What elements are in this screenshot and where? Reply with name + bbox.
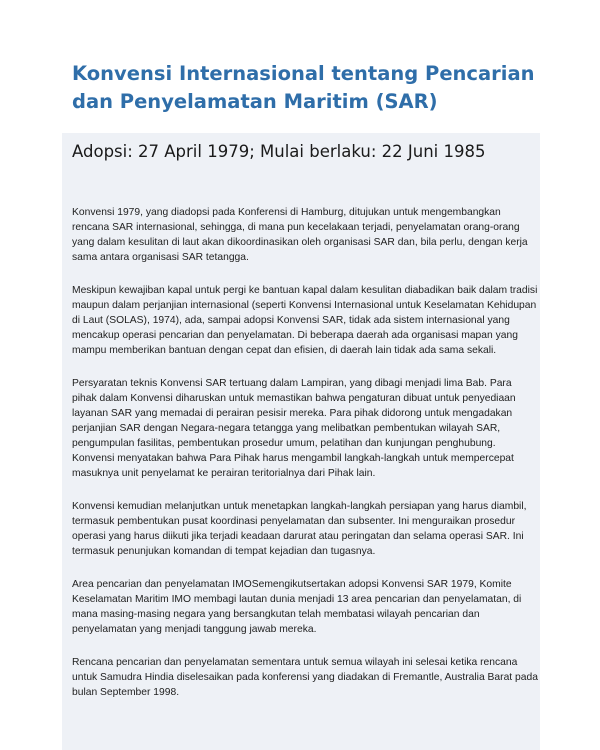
paragraph: Area pencarian dan penyelamatan IMOSemengikutsertakan adopsi Konvensi SAR 1979, Komite Keselamatan Maritim IMO membagi lautan dunia menjadi 13 area pencarian dan penyelamatan, di mana masing-masing negara yang bersangkutan telah membatasi wilayah pencarian dan penyelamatan yang menjadi tanggung jawab mereka. [72,579,522,635]
paragraph: Rencana pencarian dan penyelamatan sementara untuk semua wilayah ini selesai ketika rencana untuk Samudra Hindia diselesaikan pada konferensi yang diadakan di Fremantle, Australia Barat pada bulan September 1998. [72,657,538,698]
paragraph: Meskipun kewajiban kapal untuk pergi ke bantuan kapal dalam kesulitan diabadikan baik dalam tradisi maupun dalam perjanjian internasional (seperti Konvensi Internasional untuk Keselamatan Kehidupan di Laut (SOLAS), 1974), ada, sampai adopsi Konvensi SAR, tidak ada sistem internasional yang mencakup operasi pencarian dan penyelamatan. Di beberapa daerah ada organisasi mapan yang mampu memberikan bantuan dengan cepat dan efisien, di daerah lain tidak ada sama sekali. [72,285,538,356]
paragraph: Persyaratan teknis Konvensi SAR tertuang dalam Lampiran, yang dibagi menjadi lima Bab. Para pihak dalam Konvensi diharuskan untuk memastikan bahwa pengaturan dibuat untuk penyediaan layanan SAR yang memadai di perairan pesisir mereka. Para pihak didorong untuk mengadakan perjanjian SAR dengan Negara-negara tetangga yang melibatkan pembentukan wilayah SAR, pengumpulan fasilitas, pembentukan prosedur umum, pelatihan dan kunjungan penghubung. Konvensi menyatakan bahwa Para Pihak harus mengambil langkah-langkah untuk mempercepat masuknya unit penyelamat ke perairan teritorialnya dari Pihak lain. [72,378,516,479]
document-body [72,205,538,718]
document-title: Konvensi Internasional tentang Pencarian dan Penyelamatan Maritim (SAR) [72,62,535,113]
paragraph: Konvensi kemudian melanjutkan untuk menetapkan langkah-langkah persiapan yang harus diambil, termasuk pembentukan pusat koordinasi penyelamatan dan subsenter. Ini menguraikan prosedur operasi yang harus diikuti jika terjadi keadaan darurat atau peringatan dan selama operasi SAR. Ini termasuk penunjukan komandan di tempat kejadian dan tugasnya. [72,501,527,557]
document-subtitle: Adopsi: 27 April 1979; Mulai berlaku: 22 Juni 1985 [72,142,486,161]
paragraph: Konvensi 1979, yang diadopsi pada Konferensi di Hamburg, ditujukan untuk mengembangkan rencana SAR internasional, sehingga, di mana pun kecelakaan terjadi, penyelamatan orang-orang yang dalam kesulitan di laut akan dikoordinasikan oleh organisasi SAR dan, bila perlu, dengan kerja sama antara organisasi SAR tetangga. [72,207,528,263]
